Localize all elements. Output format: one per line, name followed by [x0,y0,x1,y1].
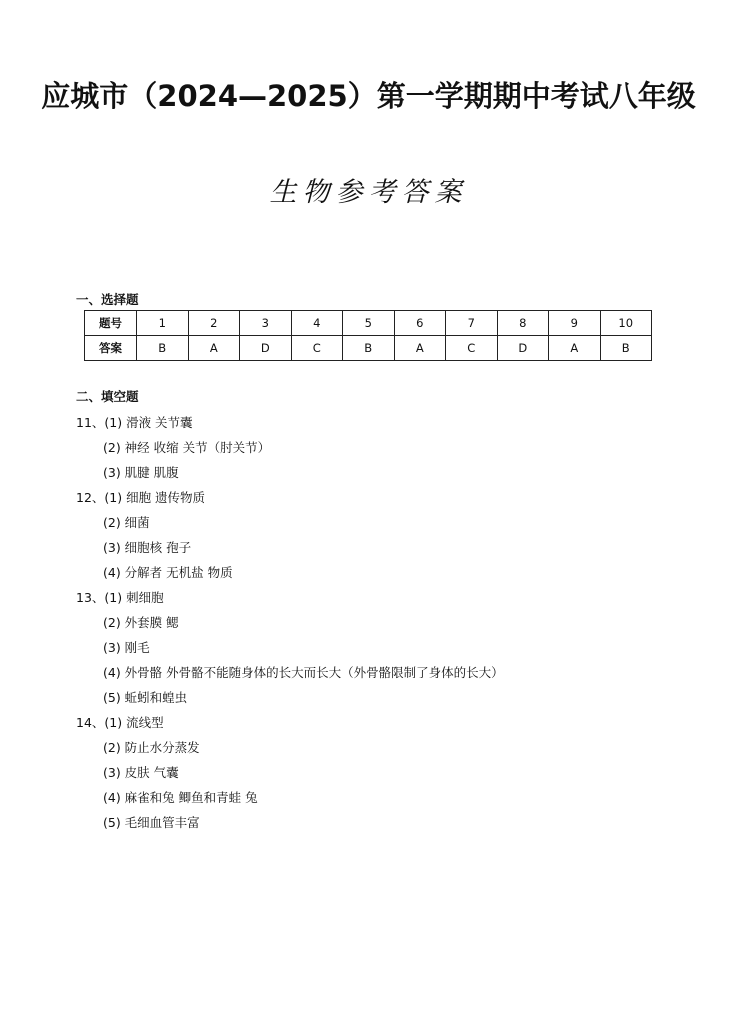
answer-cell: C [291,336,343,361]
table-row-label: 答案 [85,336,137,361]
table-row-numbers [85,311,652,336]
answer-cell: C [446,336,498,361]
answer-cell: B [343,336,395,361]
page-subtitle: 生物参考答案 [269,177,468,208]
answer-line: (3) 肌腱 肌腹 [103,465,179,480]
section-heading-choice: 一、选择题 [76,292,139,307]
question-number-cell: 2 [188,311,240,336]
section-heading-fill-in: 二、填空题 [76,389,139,404]
answer-cell: B [137,336,189,361]
answer-cell: A [188,336,240,361]
answer-line: (5) 蚯蚓和蝗虫 [103,690,188,705]
answer-line: 11、(1) 滑液 关节囊 [76,415,193,430]
answer-cell: D [240,336,292,361]
answer-line: (4) 分解者 无机盐 物质 [103,565,233,580]
answer-line: (2) 外套膜 鳃 [103,615,179,630]
answer-line: (2) 神经 收缩 关节（肘关节） [103,440,271,455]
question-number-cell: 8 [497,311,549,336]
table-row-label: 题号 [85,311,137,336]
answer-cell: A [549,336,601,361]
fill-in-answer-list [76,410,696,835]
question-number-cell: 3 [240,311,292,336]
page-title: 应城市（2024—2025）第一学期期中考试八年级 [41,79,696,113]
answer-cell: D [497,336,549,361]
question-number-cell: 7 [446,311,498,336]
question-number-cell: 4 [291,311,343,336]
answer-line: 12、(1) 细胞 遗传物质 [76,490,206,505]
answer-table [84,310,652,361]
answer-line: (4) 麻雀和兔 鲫鱼和青蛙 兔 [103,790,258,805]
answer-line: (3) 皮肤 气囊 [103,765,179,780]
answer-line: (2) 防止水分蒸发 [103,740,200,755]
question-number-cell: 6 [394,311,446,336]
question-number-cell: 9 [549,311,601,336]
answer-cell: A [394,336,446,361]
answer-line: (3) 刚毛 [103,640,150,655]
answer-line: (5) 毛细血管丰富 [103,815,200,830]
question-number-cell: 5 [343,311,395,336]
answer-line: (3) 细胞核 孢子 [103,540,192,555]
question-number-cell: 1 [137,311,189,336]
answer-line: (4) 外骨骼 外骨骼不能随身体的长大而长大（外骨骼限制了身体的长大） [103,665,504,680]
question-number-cell: 10 [600,311,652,336]
answer-line: 13、(1) 刺细胞 [76,590,164,605]
table-row-answers [85,336,652,361]
answer-line: (2) 细菌 [103,515,150,530]
answer-cell: B [600,336,652,361]
answer-line: 14、(1) 流线型 [76,715,164,730]
